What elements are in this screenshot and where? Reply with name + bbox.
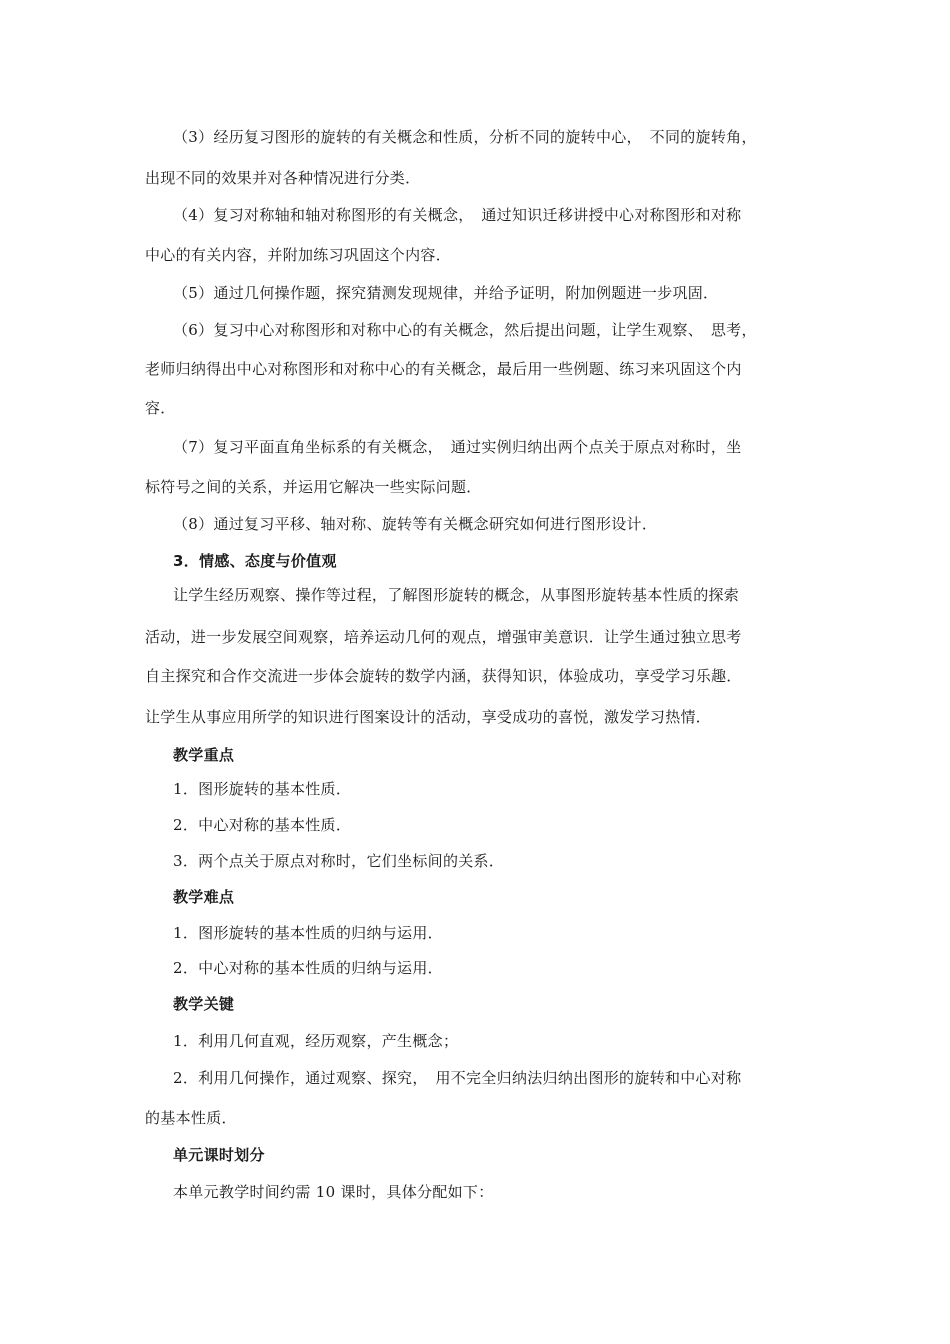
paragraph-line: （7）复习平面直角坐标系的有关概念， 通过实例归纳出两个点关于原点对称时，坐 bbox=[173, 438, 742, 456]
section-heading: 教学难点 bbox=[173, 888, 235, 906]
paragraph-line: 老师归纳得出中心对称图形和对称中心的有关概念，最后用一些例题、练习来巩固这个内 bbox=[145, 360, 742, 378]
section-heading: 3．情感、态度与价值观 bbox=[173, 552, 337, 570]
paragraph-line: （4）复习对称轴和轴对称图形的有关概念， 通过知识迁移讲授中心对称图形和对称 bbox=[173, 206, 742, 224]
paragraph-line: 活动，进一步发展空间观察，培养运动几何的观点，增强审美意识．让学生通过独立思考 bbox=[145, 628, 742, 646]
list-item: 2．利用几何操作，通过观察、探究， 用不完全归纳法归纳出图形的旋转和中心对称 bbox=[173, 1069, 742, 1087]
paragraph-line: 中心的有关内容，并附加练习巩固这个内容． bbox=[145, 246, 452, 264]
paragraph-line: （6）复习中心对称图形和对称中心的有关概念，然后提出问题，让学生观察、 思考， bbox=[173, 321, 757, 339]
list-item: 2．中心对称的基本性质． bbox=[173, 816, 352, 834]
paragraph-line: 本单元教学时间约需 10 课时，具体分配如下： bbox=[173, 1183, 494, 1201]
paragraph-line: 容． bbox=[145, 399, 176, 417]
list-item: 3．两个点关于原点对称时，它们坐标间的关系． bbox=[173, 852, 505, 870]
paragraph-line: 标符号之间的关系，并运用它解决一些实际问题． bbox=[145, 478, 482, 496]
list-item: 1．图形旋转的基本性质的归纳与运用． bbox=[173, 924, 443, 942]
list-item: 2．中心对称的基本性质的归纳与运用． bbox=[173, 959, 443, 977]
paragraph-line: （8）通过复习平移、轴对称、旋转等有关概念研究如何进行图形设计． bbox=[173, 515, 658, 533]
list-item: 1．图形旋转的基本性质． bbox=[173, 780, 352, 798]
paragraph-line: （5）通过几何操作题，探究猜测发现规律，并给予证明，附加例题进一步巩固． bbox=[173, 284, 719, 302]
paragraph-line: 让学生经历观察、操作等过程，了解图形旋转的概念，从事图形旋转基本性质的探索 bbox=[173, 586, 740, 604]
paragraph-line: 自主探究和合作交流进一步体会旋转的数学内涵，获得知识，体验成功，享受学习乐趣． bbox=[145, 667, 742, 685]
paragraph-line: 的基本性质． bbox=[145, 1109, 237, 1127]
paragraph-line: 出现不同的效果并对各种情况进行分类． bbox=[145, 169, 421, 187]
section-heading: 教学关键 bbox=[173, 995, 235, 1013]
list-item: 1．利用几何直观，经历观察，产生概念； bbox=[173, 1032, 459, 1050]
section-heading: 单元课时划分 bbox=[173, 1146, 265, 1164]
section-heading: 教学重点 bbox=[173, 746, 235, 764]
paragraph-line: （3）经历复习图形的旋转的有关概念和性质，分析不同的旋转中心， 不同的旋转角， bbox=[173, 128, 757, 146]
paragraph-line: 让学生从事应用所学的知识进行图案设计的活动，享受成功的喜悦，激发学习热情． bbox=[145, 708, 712, 726]
